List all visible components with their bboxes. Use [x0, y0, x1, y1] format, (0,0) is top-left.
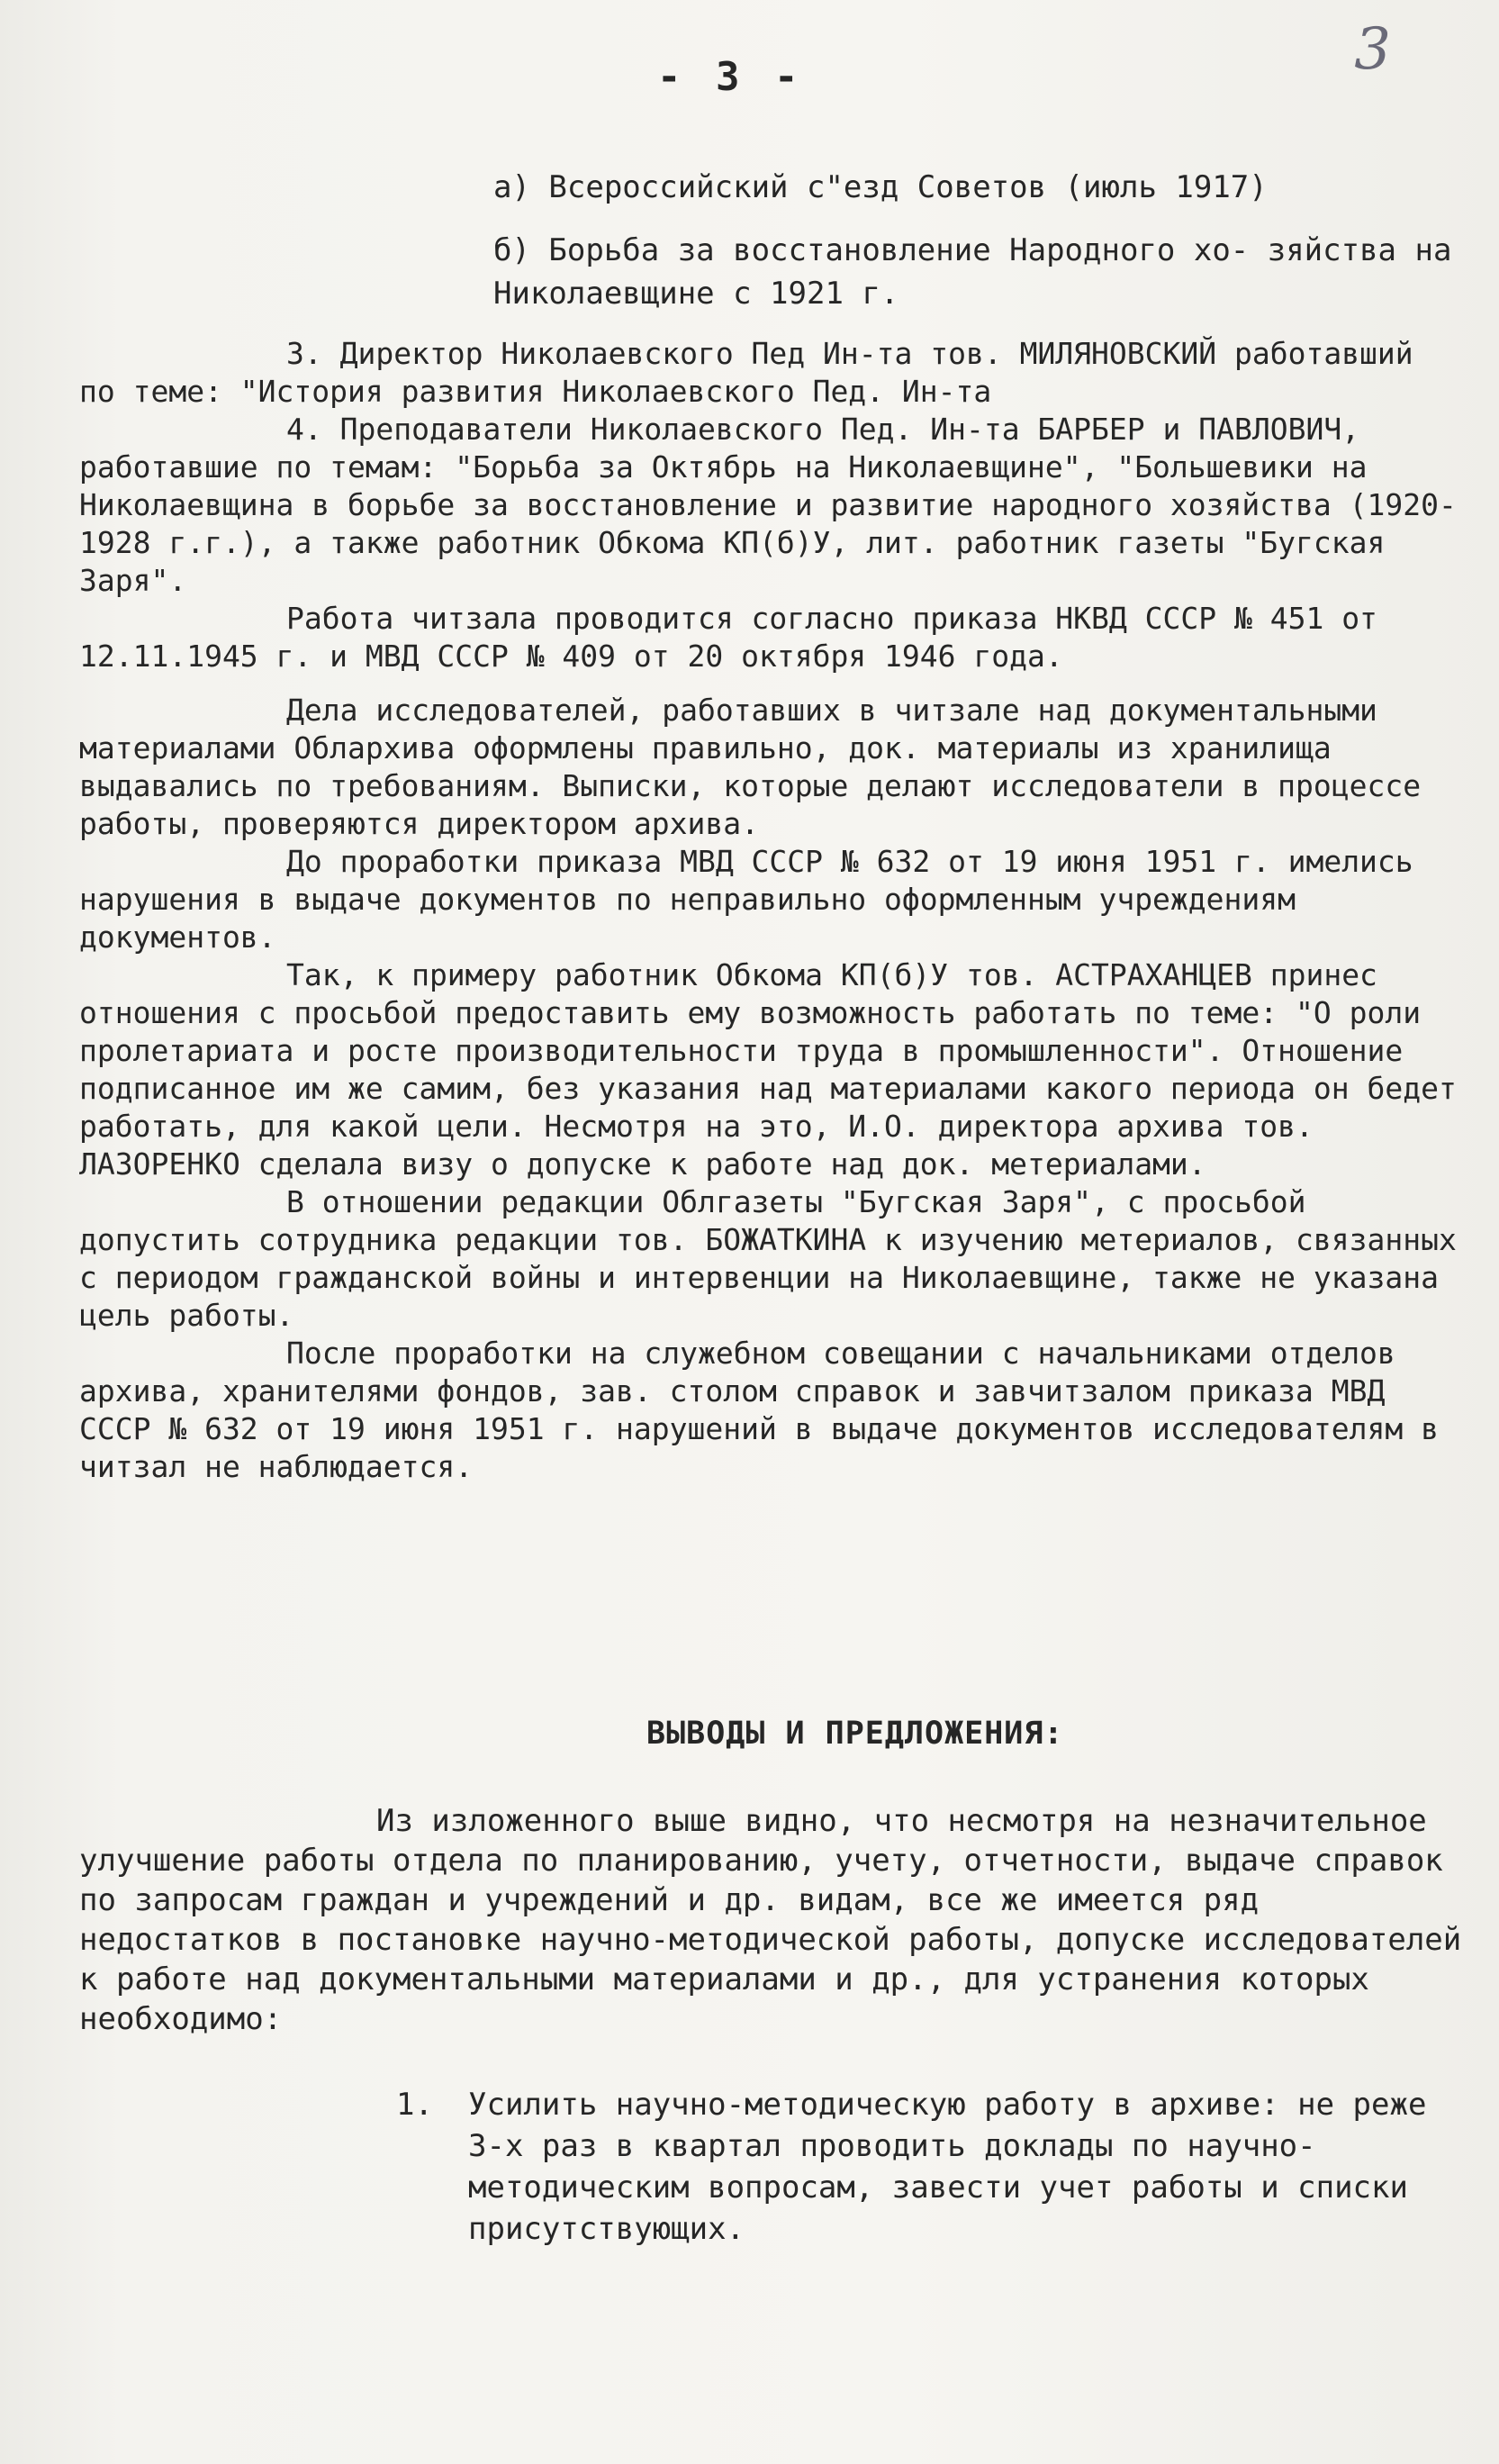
- numbered-item: [396, 2084, 1467, 2250]
- paragraph: После проработки на служебном совещании с начальниками отделов архива, хранителями фондов, зав. столом справок и завчитзалом приказа МВД СССР № 632 от 19 июня 1951 г. нарушений в выдаче документов исследователям в читзал не наблюдается.: [79, 1336, 1439, 1484]
- item-text: Усилить научно-методическую работу в архиве: не реже 3-х раз в квартал проводить доклады по научно-методическим вопросам, завести учет работы и списки присутствующих.: [468, 2087, 1427, 2247]
- paragraph: 4. Преподаватели Николаевского Пед. Ин-та БАРБЕР и ПАВЛОВИЧ, работавшие по темам: "Борьба за Октябрь на Николаевщине", "Большевики на Николаевщина в борьбе за восстановление и развитие народного хозяйства (1920-1928 г.г.), а также работник Обкома КП(б)У, лит. работник газеты "Бугская Заря".: [79, 412, 1457, 598]
- body-text: [79, 335, 1466, 1486]
- handwritten-page-mark: 3: [1354, 16, 1391, 83]
- item-number: 1.: [396, 2087, 433, 2123]
- conclusion-paragraph: Из изложенного выше видно, что несмотря на незначительное улучшение работы отдела по планированию, учету, отчетности, выдаче справок по запросам граждан и учреждений и др. видам, все же имеется ряд недостатков в постановке научно-методической работы, допуске исследователей к работе над документальными материалами и др., для устранения которых необходимо:: [79, 1803, 1462, 2037]
- paragraph: Так, к примеру работник Обкома КП(б)У тов. АСТРАХАНЦЕВ принес отношения с просьбой предоставить ему возможность работать по теме: "О роли пролетариата и росте производительности труда в промышленности". Отношение подписанное им же самим, без указания над материалами какого периода он бедет работать, для какой цели. Несмотря на это, И.О. директора архива тов. ЛАЗОРЕНКО сделала визу о допуске к работе над док. метериалами.: [79, 957, 1457, 1182]
- paragraph: До проработки приказа МВД СССР № 632 от 19 июня 1951 г. имелись нарушения в выдаче документов по неправильно оформленным учреждениям документов.: [79, 844, 1413, 955]
- sub-list: [493, 166, 1466, 335]
- paragraph: Дела исследователей, работавших в читзале над документальными материалами Облархива оформлены правильно, док. материалы из хранилища выдавались по требованиям. Выписки, которые делают исследователи в процессе работы, проверяются директором архива.: [79, 693, 1422, 841]
- page-number: - 3 -: [657, 54, 804, 100]
- list-item: а) Всероссийский с"езд Советов (июль 1917): [493, 169, 1268, 205]
- conclusion-text: [79, 1801, 1466, 2039]
- section-heading: ВЫВОДЫ И ПРЕДЛОЖЕНИЯ:: [646, 1716, 1064, 1752]
- paragraph: Работа читзала проводится согласно приказа НКВД СССР № 451 от 12.11.1945 г. и МВД СССР № 409 от 20 октября 1946 года.: [79, 601, 1377, 674]
- paragraph: 3. Директор Николаевского Пед Ин-та тов. МИЛЯНОВСКИЙ работавший по теме: "История развития Николаевского Пед. Ин-та: [79, 336, 1413, 409]
- paragraph: В отношении редакции Облгазеты "Бугская Заря", с просьбой допустить сотрудника редакции тов. БОЖАТКИНА к изучению метериалов, связанных с периодом гражданской войны и интервенции на Николаевщине, также не указана цель работы.: [79, 1184, 1457, 1333]
- list-item: б) Борьба за восстановление Народного хо- зяйства на Николаевщине с 1921 г.: [493, 232, 1452, 312]
